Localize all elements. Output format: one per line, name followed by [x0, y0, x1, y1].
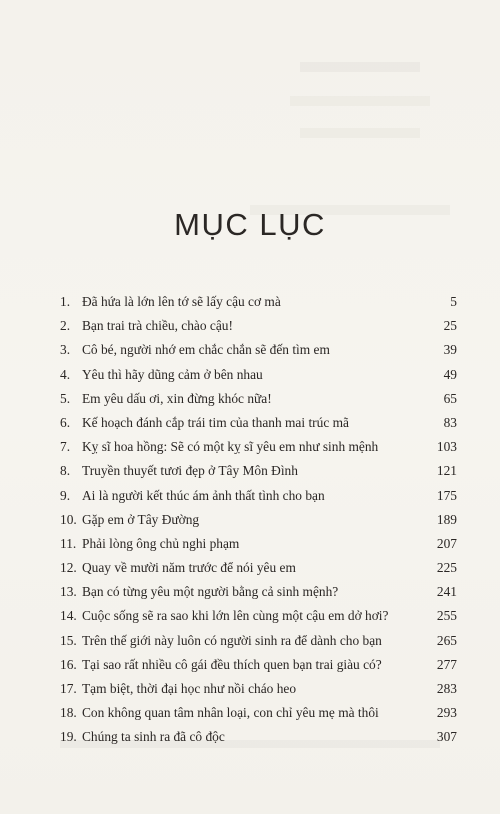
bleed-through-mark	[290, 96, 430, 106]
toc-entry-title: Kế hoạch đánh cắp trái tim của thanh mai trúc mã	[82, 414, 349, 430]
toc-entry	[60, 604, 457, 628]
toc-entry-title: Quay về mười năm trước để nói yêu em	[82, 560, 296, 576]
toc-entry	[60, 338, 457, 362]
toc-entry-title: Cuộc sống sẽ ra sao khi lớn lên cùng một cậu em dở hơi?	[82, 608, 389, 624]
toc-entry-title: Tại sao rất nhiều cô gái đều thích quen bạn trai giàu có?	[82, 656, 382, 672]
toc-entry	[60, 484, 457, 508]
toc-entry-number: 14.	[60, 608, 77, 624]
toc-entry	[60, 556, 457, 580]
toc-entry-number: 7.	[60, 439, 71, 455]
toc-entry-page-number: 207	[436, 535, 457, 551]
toc-entry-title: Cô bé, người nhớ em chắc chắn sẽ đến tìm em	[82, 342, 330, 358]
toc-entry-number: 15.	[60, 632, 77, 648]
toc-entry-title: Yêu thì hãy dũng cảm ở bên nhau	[82, 366, 263, 382]
toc-entry	[60, 387, 457, 411]
toc-entry-number: 12.	[60, 560, 77, 576]
toc-entry	[60, 290, 457, 314]
toc-entry-page-number: 277	[436, 656, 457, 672]
toc-entry-number: 11.	[60, 535, 77, 551]
toc-entry-page-number: 5	[450, 294, 457, 309]
toc-entry-number: 5.	[60, 390, 71, 406]
toc-entry-title: Trên thế giới này luôn có người sinh ra để dành cho bạn	[82, 632, 382, 648]
toc-entry-page-number: 241	[436, 584, 457, 600]
toc-entry-page-number: 283	[436, 681, 457, 696]
toc-entry-number: 2.	[60, 318, 71, 334]
toc-entry-page-number: 103	[436, 439, 457, 455]
toc-entry-page-number: 307	[436, 729, 457, 745]
toc-entry-page-number: 39	[443, 342, 457, 358]
toc-entry-number: 18.	[60, 705, 77, 721]
toc-entry	[60, 725, 457, 749]
toc-entry-title: Chúng ta sinh ra đã cô độc	[82, 729, 225, 745]
toc-entry-page-number: 49	[443, 366, 457, 382]
toc-entry-title: Bạn trai trà chiều, chào cậu!	[82, 318, 233, 334]
toc-entry-number: 3.	[60, 342, 71, 358]
toc-entry-number: 16.	[60, 656, 77, 672]
toc-entry-page-number: 121	[436, 463, 457, 479]
toc-entry	[60, 532, 457, 556]
toc-entry-number: 4.	[60, 366, 71, 382]
toc-entry	[60, 459, 457, 483]
toc-entry	[60, 363, 457, 387]
toc-entry-number: 19.	[60, 729, 77, 745]
bleed-through-mark	[300, 62, 420, 72]
toc-entry-title: Em yêu dấu ơi, xin đừng khóc nữa!	[82, 390, 272, 406]
toc-entry	[60, 629, 457, 653]
toc-entry	[60, 580, 457, 604]
table-of-contents	[60, 290, 457, 750]
toc-entry-number: 10.	[60, 511, 77, 527]
toc-entry-number: 9.	[60, 487, 71, 503]
toc-entry-title: Gặp em ở Tây Đường	[82, 511, 200, 527]
toc-entry-title: Ai là người kết thúc ám ảnh thất tình cho bạn	[82, 487, 325, 503]
toc-entry	[60, 314, 457, 338]
toc-entry-number: 6.	[60, 414, 71, 430]
toc-entry	[60, 508, 457, 532]
toc-entry-page-number: 189	[436, 511, 457, 527]
toc-entry-page-number: 293	[436, 705, 457, 721]
toc-entry-page-number: 25	[443, 318, 457, 334]
toc-entry	[60, 411, 457, 435]
toc-entry-title: Phải lòng ông chủ nghi phạm	[82, 535, 240, 551]
toc-entry-title: Truyền thuyết tươi đẹp ở Tây Môn Đình	[82, 463, 298, 479]
page-title: MỤC LỤC	[174, 206, 326, 242]
toc-entry-title: Đã hứa là lớn lên tớ sẽ lấy cậu cơ mà	[82, 294, 281, 309]
toc-entry-page-number: 265	[436, 632, 457, 648]
toc-entry-number: 13.	[60, 584, 77, 600]
bleed-through-mark	[300, 128, 420, 138]
toc-entry-page-number: 225	[436, 560, 457, 576]
toc-entry-title: Con không quan tâm nhân loại, con chỉ yêu mẹ mà thôi	[82, 705, 379, 721]
toc-entry-number: 8.	[60, 463, 71, 479]
toc-entry-title: Kỵ sĩ hoa hồng: Sẽ có một kỵ sĩ yêu em như sinh mệnh	[82, 439, 379, 455]
toc-entry	[60, 701, 457, 725]
toc-entry-title: Bạn có từng yêu một người bằng cả sinh mệnh?	[82, 584, 339, 600]
toc-entry	[60, 435, 457, 459]
toc-entry-page-number: 175	[436, 487, 457, 503]
toc-entry-page-number: 83	[443, 414, 457, 430]
toc-entry-number: 17.	[60, 681, 77, 696]
toc-entry-page-number: 65	[443, 390, 457, 406]
toc-entry-number: 1.	[60, 294, 71, 309]
toc-entry-title: Tạm biệt, thời đại học như nồi cháo heo	[82, 681, 297, 696]
toc-entry	[60, 677, 457, 701]
toc-entry-page-number: 255	[436, 608, 457, 624]
toc-entry	[60, 653, 457, 677]
